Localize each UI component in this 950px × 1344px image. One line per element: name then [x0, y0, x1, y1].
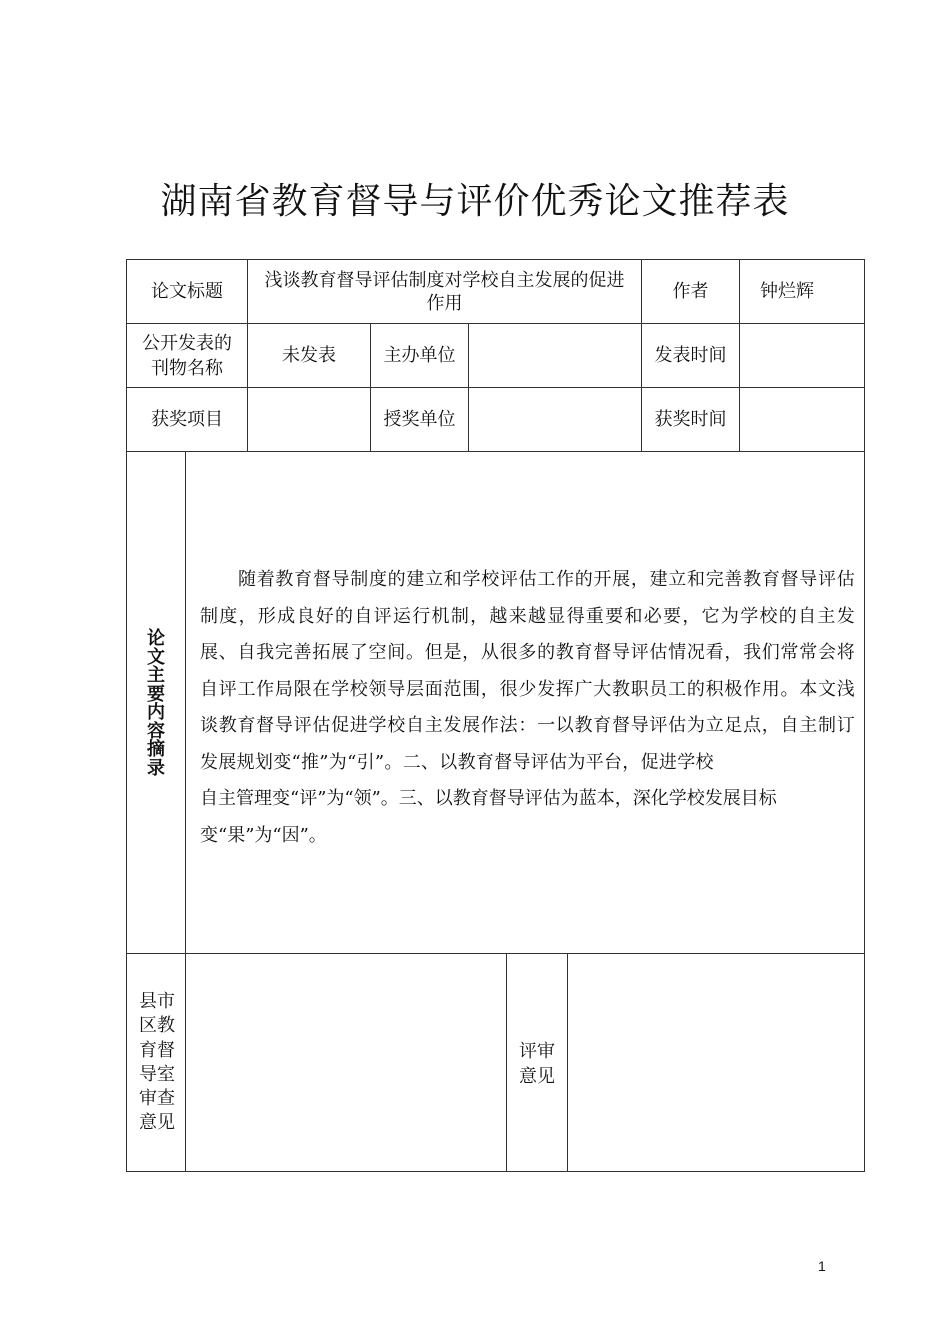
publication-value: 未发表 [282, 344, 336, 366]
abstract-line: 自主管理变“评”为“领”。三、以教育督导评估为蓝本，深化学校发展目标 [200, 788, 777, 809]
abstract-paragraph: 随着教育督导制度的建立和学校评估工作的开展，建立和完善教育督导评估制度，形成良好的自评运行机制，越来越显得重要和必要，它为学校的自主发展、自我完善拓展了空间。但是，从很多的教育督导评估情况看，我们常常会将自评工作局限在学校领导层面范围，很少发挥广大教职员工的积极作用。本文浅谈教育督导评估促进学校自主发展作法：一以教育督导评估为立足点，自主制订发展规划变“推”为“引”。二、以教育督导评估为平台，促进学校 [200, 569, 855, 773]
abstract-label: 论文主要内容摘录 [147, 628, 165, 779]
paper-title-value: 浅谈教育督导评估制度对学校自主发展的促进作用 [264, 269, 625, 314]
pub-time-label: 发表时间 [654, 344, 727, 366]
award-label: 获奖项目 [151, 408, 223, 430]
sponsor-label: 主办单位 [383, 344, 456, 366]
page-number: 1 [818, 1258, 826, 1274]
abstract-line: 变“果”为“因”。 [200, 824, 327, 846]
county-review-label: 县市区教育督导室审查意见 [139, 991, 175, 1134]
sponsor-value [469, 324, 641, 387]
publication-label: 公开发表的刊物名称 [142, 332, 232, 379]
author-label: 作者 [672, 280, 709, 302]
pub-time-value [740, 324, 864, 387]
review-label: 评审意见 [519, 1041, 555, 1087]
award-time-value [740, 388, 864, 451]
award-unit-value [469, 388, 641, 451]
county-review-value [186, 954, 506, 1171]
award-time-label: 获奖时间 [654, 408, 727, 430]
abstract-text [200, 562, 855, 854]
award-unit-label: 授奖单位 [383, 408, 456, 430]
author-value: 钟烂辉 [760, 280, 814, 302]
paper-title-label: 论文标题 [151, 280, 223, 302]
award-value [248, 388, 370, 451]
review-value [568, 954, 864, 1171]
form-title: 湖南省教育督导与评价优秀论文推荐表 [160, 181, 790, 222]
